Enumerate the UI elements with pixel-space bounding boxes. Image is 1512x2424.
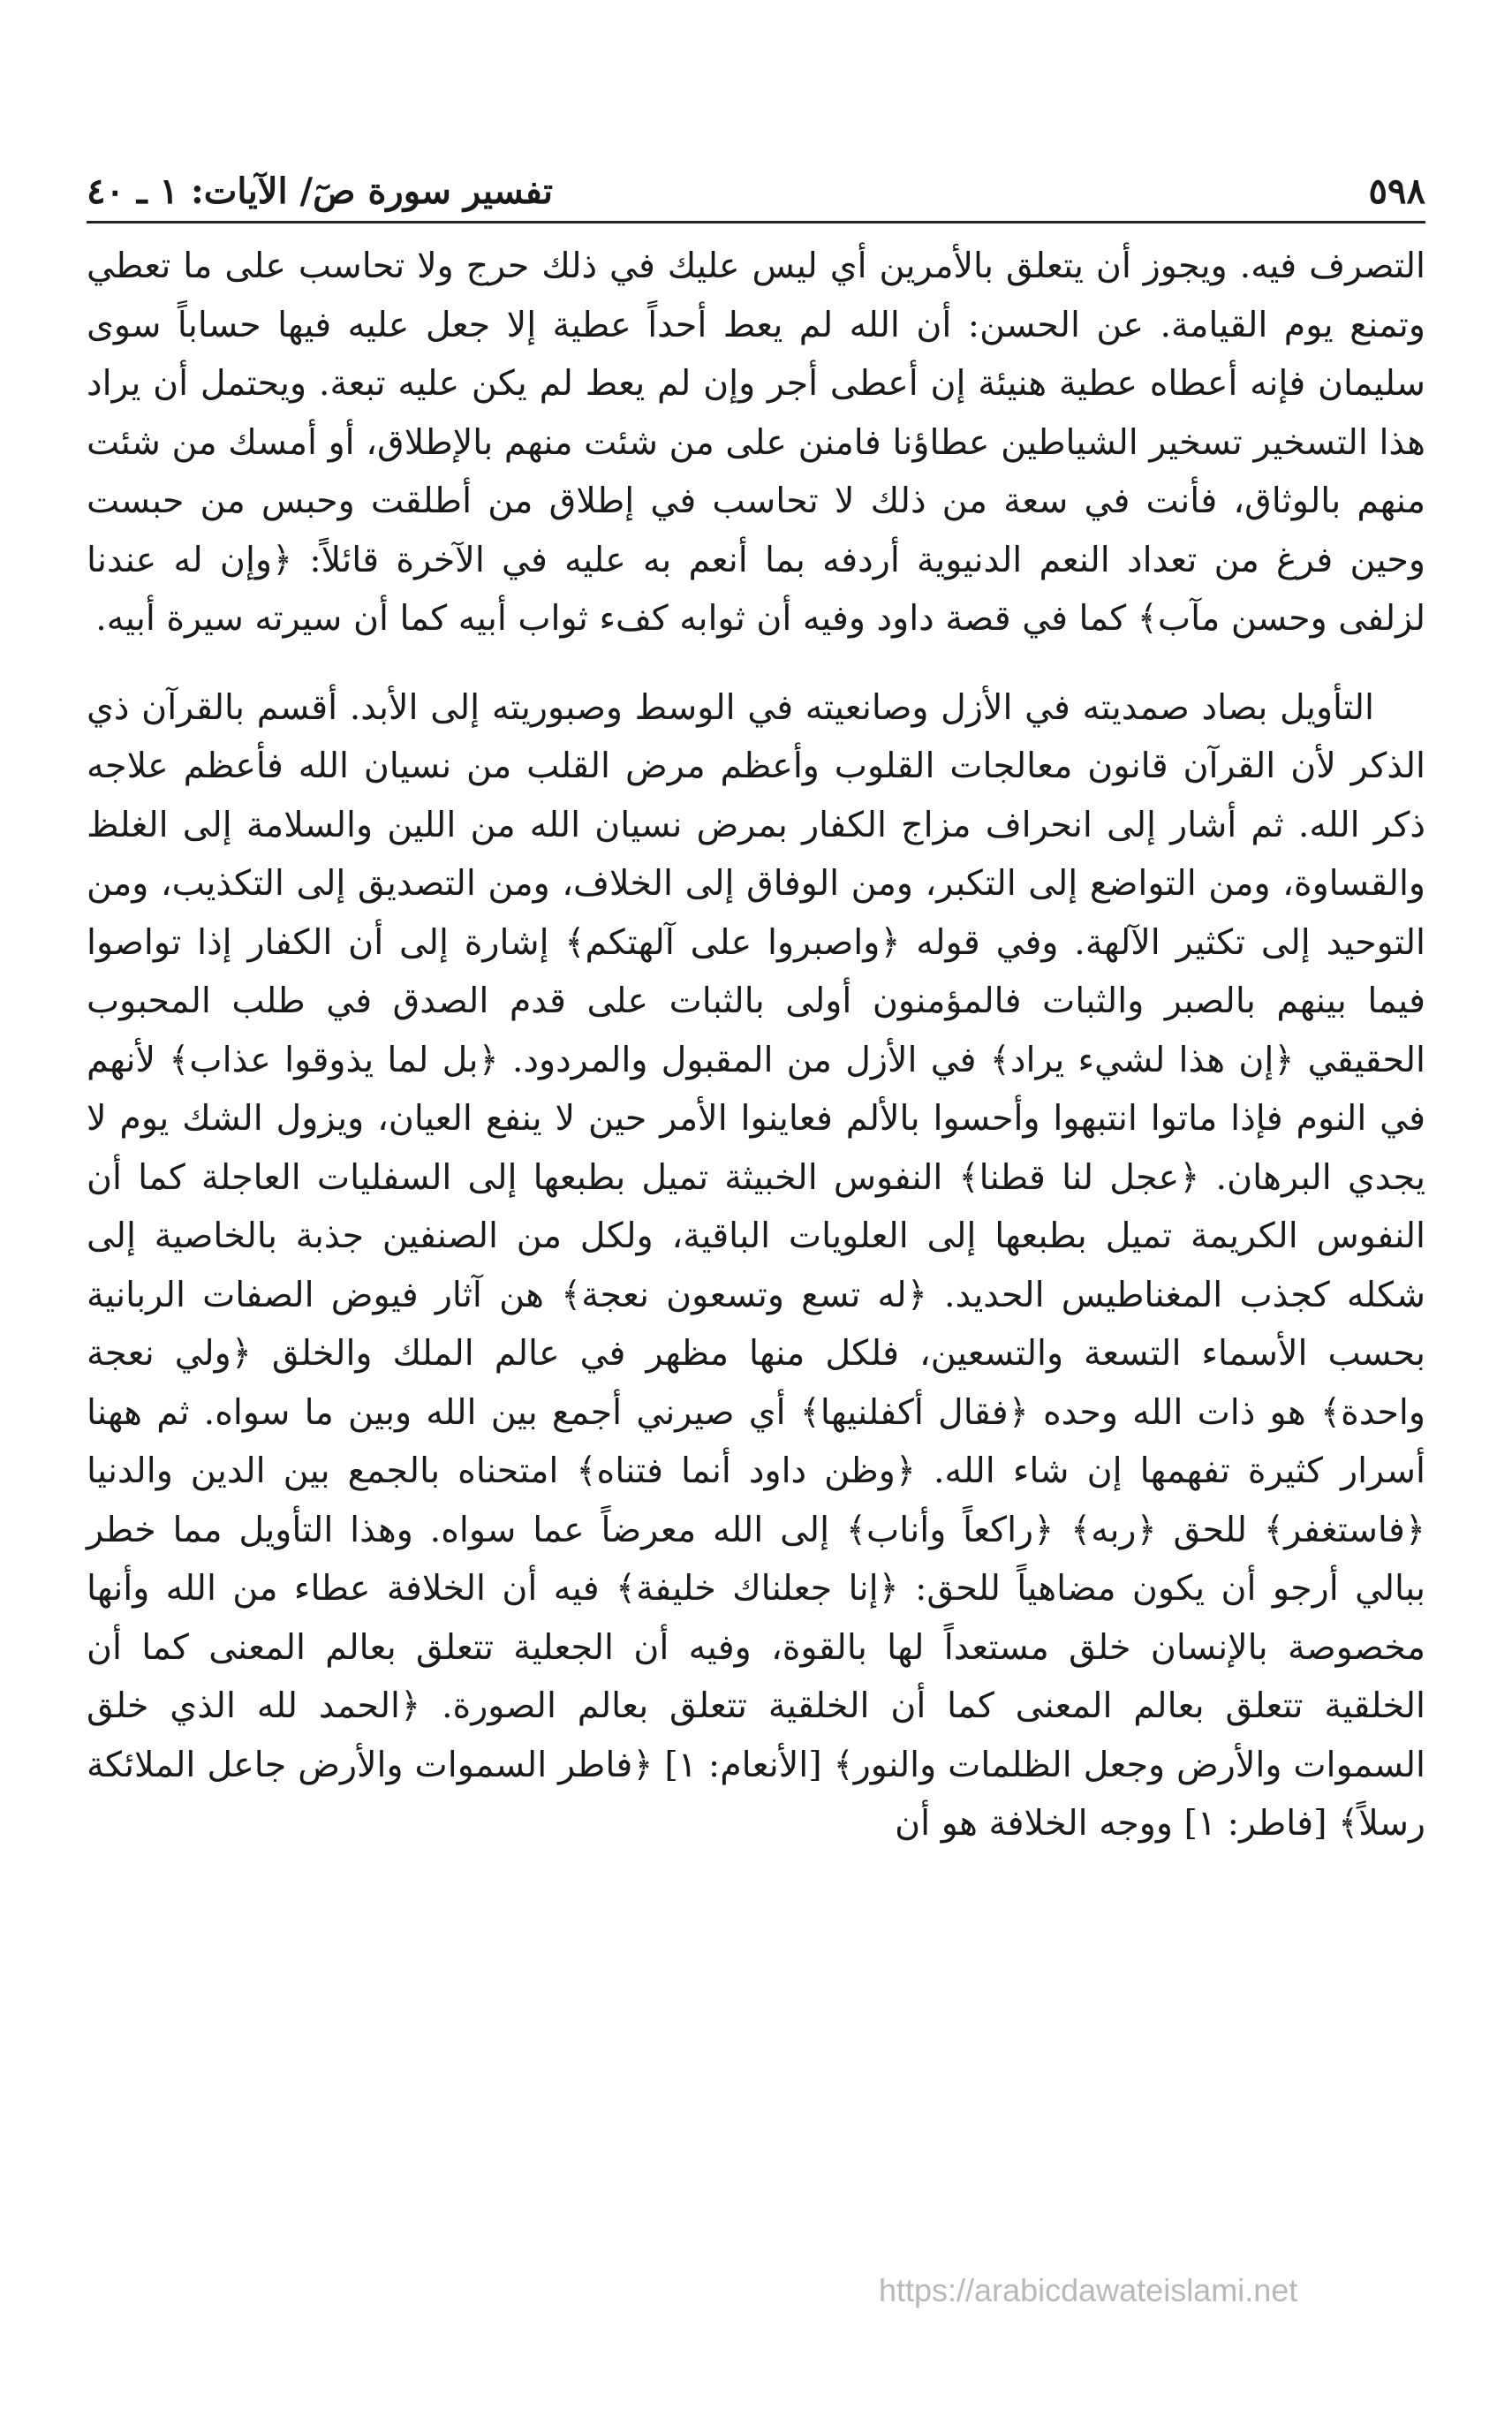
paragraph-interpretation: التأويل بصاد صمديته في الأزل وصانعيته في الوسط وصبوريته إلى الأبد. أقسم بالقرآن ذي الذكر لأن القرآن قانون معالجات القلوب وأعظم مرض القلب من نسيان الله فأعظم علاجه ذكر الله. ثم أشار إلى انحراف مزاج الكفار بمرض نسيان الله من اللين والسلامة إلى الغلظ والقساوة، ومن التواضع إلى التكبر، ومن الوفاق إلى الخلاف، ومن التصديق إلى التكذيب، ومن التوحيد إلى تكثير الآلهة. وفي قوله ﴿واصبروا على آلهتكم﴾ إشارة إلى أن الكفار إذا تواصوا فيما بينهم بالصبر والثبات فالمؤمنون أولى بالثبات على قدم الصدق في طلب المحبوب الحقيقي ﴿إن هذا لشيء يراد﴾ في الأزل من المقبول والمردود. ﴿بل لما يذوقوا عذاب﴾ لأنهم في النوم فإذا ماتوا انتبهوا وأحسوا بالألم فعاينوا الأمر حين لا ينفع العيان، ويزول الشك يوم لا يجدي البرهان. ﴿عجل لنا قطنا﴾ النفوس الخبيثة تميل بطبعها إلى السفليات العاجلة كما أن النفوس الكريمة تميل بطبعها إلى العلويات الباقية، ولكل من الصنفين جذبة بالخاصية إلى شكله كجذب المغناطيس الحديد. ﴿له تسع وتسعون نعجة﴾ هن آثار فيوض الصفات الربانية بحسب الأسماء التسعة والتسعين، فلكل منها مظهر في عالم الملك والخلق ﴿ولي نعجة واحدة﴾ هو ذات الله وحده ﴿فقال أكفلنيها﴾ أي صيرني أجمع بين الله وبين ما سواه. ثم ههنا أسرار كثيرة تفهمها إن شاء الله. ﴿وظن داود أنما فتناه﴾ امتحناه بالجمع بين الدين والدنيا ﴿فاستغفر﴾ للحق ﴿ربه﴾ ﴿راكعاً وأناب﴾ إلى الله معرضاً عما سواه. وهذا التأويل مما خطر ببالي أرجو أن يكون مضاهياً للحق: ﴿إنا جعلناك خليفة﴾ فيه أن الخلافة عطاء من الله وأنها مخصوصة بالإنسان خلق مستعداً لها بالقوة، وفيه أن الجعلية تتعلق بعالم المعنى كما أن الخلقية تتعلق بعالم المعنى كما أن الخلقية تتعلق بعالم الصورة. ﴿الحمد لله الذي خلق السموات والأرض وجعل الظلمات والنور﴾ [الأنعام: ١] ﴿فاطر السموات والأرض جاعل الملائكة رسلاً﴾ [فاطر: ١] ووجه الخلافة هو أن <box>87 686 1425 1844</box>
page-body <box>87 237 1425 1853</box>
running-title: تفسير سورة صٓ/ الآيات: ١ ـ ٤٠ <box>87 170 554 212</box>
paragraph-commentary: التصرف فيه. ويجوز أن يتعلق بالأمرين أي ليس عليك في ذلك حرج ولا تحاسب على ما تعطي وتمنع يوم القيامة. عن الحسن: أن الله لم يعط أحداً عطية إلا جعل عليه فيها حساباً سوى سليمان فإنه أعطاه عطية هنيئة إن أعطى أجر وإن لم يعط لم يكن عليه تبعة. ويحتمل أن يراد هذا التسخير تسخير الشياطين عطاؤنا فامنن على من شئت منهم بالإطلاق، أو أمسك من شئت منهم بالوثاق، فأنت في سعة من ذلك لا تحاسب في إطلاق من أطلقت وحبس من حبست وحين فرغ من تعداد النعم الدنيوية أردفه بما أنعم به عليه في الآخرة قائلاً: ﴿وإن له عندنا لزلفى وحسن مآب﴾ كما في قصة داود وفيه أن ثوابه كفء ثواب أبيه كما أن سيرته سيرة أبيه. <box>87 246 1425 639</box>
header-rule <box>87 221 1425 223</box>
watermark-url: https://arabicdawateislami.net <box>879 2272 1298 2308</box>
running-header <box>87 150 1425 212</box>
page-number: ٥٩٨ <box>1368 170 1425 212</box>
